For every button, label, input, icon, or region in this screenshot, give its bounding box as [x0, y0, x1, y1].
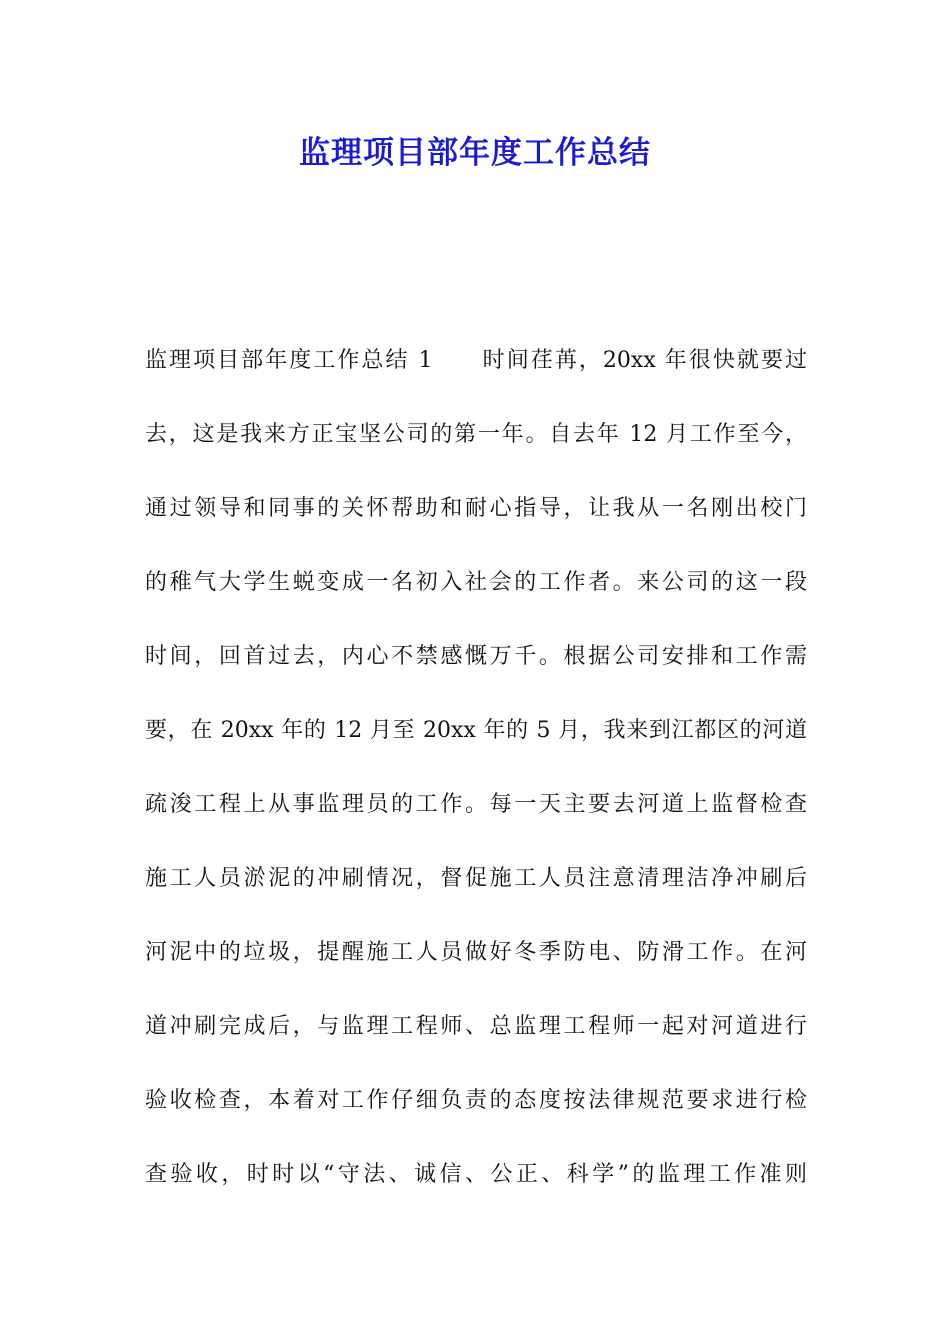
body-line: 通过领导和同事的关怀帮助和耐心指导，让我从一名刚出校门 — [145, 496, 807, 521]
body-line: 要，在 20xx 年的 12 月至 20xx 年的 5 月，我来到江都区的河道 — [145, 718, 807, 743]
body-line: 监理项目部年度工作总结 1 时间荏苒，20xx 年很快就要过 — [145, 348, 807, 373]
body-line: 验收检查，本着对工作仔细负责的态度按法律规范要求进行检 — [145, 1088, 807, 1113]
document-title: 监理项目部年度工作总结 — [299, 135, 651, 171]
body-line: 疏浚工程上从事监理员的工作。每一天主要去河道上监督检查 — [145, 792, 807, 817]
body-line: 查验收，时时以“守法、诚信、公正、科学”的监理工作准则 — [145, 1162, 807, 1187]
body-line: 时间，回首过去，内心不禁感慨万千。根据公司安排和工作需 — [145, 644, 807, 669]
body-line: 河泥中的垃圾，提醒施工人员做好冬季防电、防滑工作。在河 — [145, 940, 807, 965]
body-line: 施工人员淤泥的冲刷情况，督促施工人员注意清理洁净冲刷后 — [145, 866, 807, 891]
body-line: 去，这是我来方正宝坚公司的第一年。自去年 12 月工作至今， — [145, 422, 807, 447]
body-line: 道冲刷完成后，与监理工程师、总监理工程师一起对河道进行 — [145, 1014, 807, 1039]
document-body — [145, 334, 807, 1222]
body-line: 的稚气大学生蜕变成一名初入社会的工作者。来公司的这一段 — [145, 570, 807, 595]
